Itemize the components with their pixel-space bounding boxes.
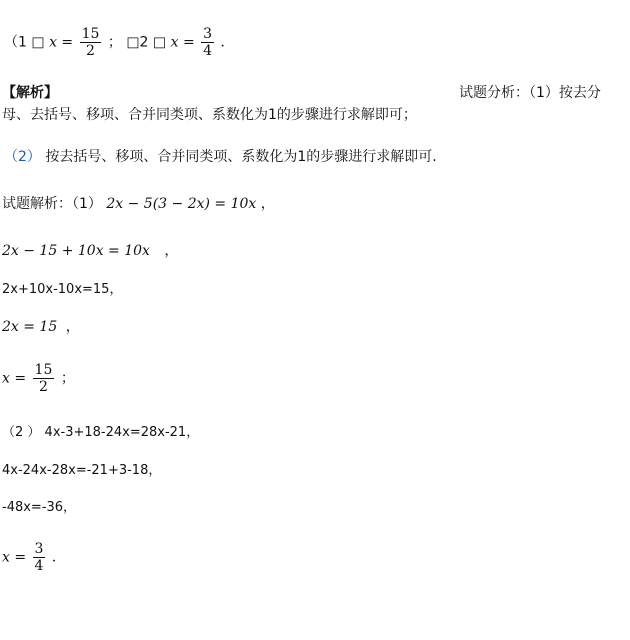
answer2-lhs: x = — [170, 34, 195, 51]
solution-fraction-2-numerator: 3 — [34, 541, 44, 557]
answer-line — [4, 26, 235, 59]
equation-2: 2x − 15 + 10x = 10x — [2, 243, 150, 259]
solution-fraction-1 — [33, 362, 55, 395]
part2-label-line — [2, 426, 199, 439]
analysis-line2-number: （2） — [4, 149, 41, 165]
equation-4: 2x = 15 — [2, 319, 58, 335]
answer1-denominator: 2 — [80, 42, 102, 59]
answer2-denominator: 4 — [203, 43, 213, 60]
comma: ， — [260, 196, 275, 212]
equation-3: 2x+10x-10x=15， — [2, 282, 123, 297]
comma: ， — [164, 243, 179, 259]
solution-fraction-2-denominator: 4 — [34, 558, 44, 575]
solution-fraction-1-numerator: 15 — [34, 362, 53, 378]
answer-end-period: ． — [220, 34, 235, 51]
equation-1: 2x − 5(3 − 2x) = 10x — [106, 196, 257, 212]
part1-label: （1 — [4, 34, 27, 51]
equation-6: 4x-24x-28x=-21+3-18， — [2, 463, 162, 478]
answer2-fraction — [201, 26, 214, 59]
answer1-numerator: 15 — [81, 26, 100, 42]
solution-line4 — [2, 320, 80, 334]
equation-7: -48x=-36， — [2, 500, 77, 515]
solution-line1 — [2, 197, 275, 211]
answer1-fraction — [80, 26, 102, 59]
answer-separator: ； — [107, 34, 122, 51]
analysis-heading: 【解析】 — [2, 85, 58, 101]
final-period: ． — [51, 549, 66, 566]
solution-line5 — [2, 362, 75, 395]
analysis-line2 — [4, 150, 437, 164]
solution-x-lhs-2: x = — [2, 549, 27, 566]
solution-label: 试题解析：（1） — [2, 196, 102, 212]
answer2-numerator: 3 — [203, 26, 213, 42]
solution-fraction-1-denominator: 2 — [33, 378, 55, 395]
part2-label: □2 — [126, 34, 149, 51]
solution-final — [2, 541, 66, 574]
part2-label: （2 ） — [2, 425, 41, 440]
answer1-lhs: x = — [49, 34, 74, 51]
missing-glyph-box: □ — [152, 34, 167, 51]
equation-5: 4x-3+18-24x=28x-21， — [44, 425, 200, 440]
analysis-intro: 试题分析：（1）按去分 — [459, 85, 601, 101]
missing-glyph-box: □ — [31, 34, 45, 51]
solution-fraction-2 — [33, 541, 46, 574]
solution-x-lhs: x = — [2, 370, 27, 387]
solution-line2 — [2, 244, 178, 258]
analysis-line2-text: 按去括号、移项、合并同类项、系数化为1的步骤进行求解即可. — [45, 149, 437, 165]
comma: ， — [65, 319, 80, 335]
semicolon: ； — [60, 370, 75, 387]
analysis-line1: 母、去括号、移项、合并同类项、系数化为1的步骤进行求解即可； — [2, 107, 417, 123]
